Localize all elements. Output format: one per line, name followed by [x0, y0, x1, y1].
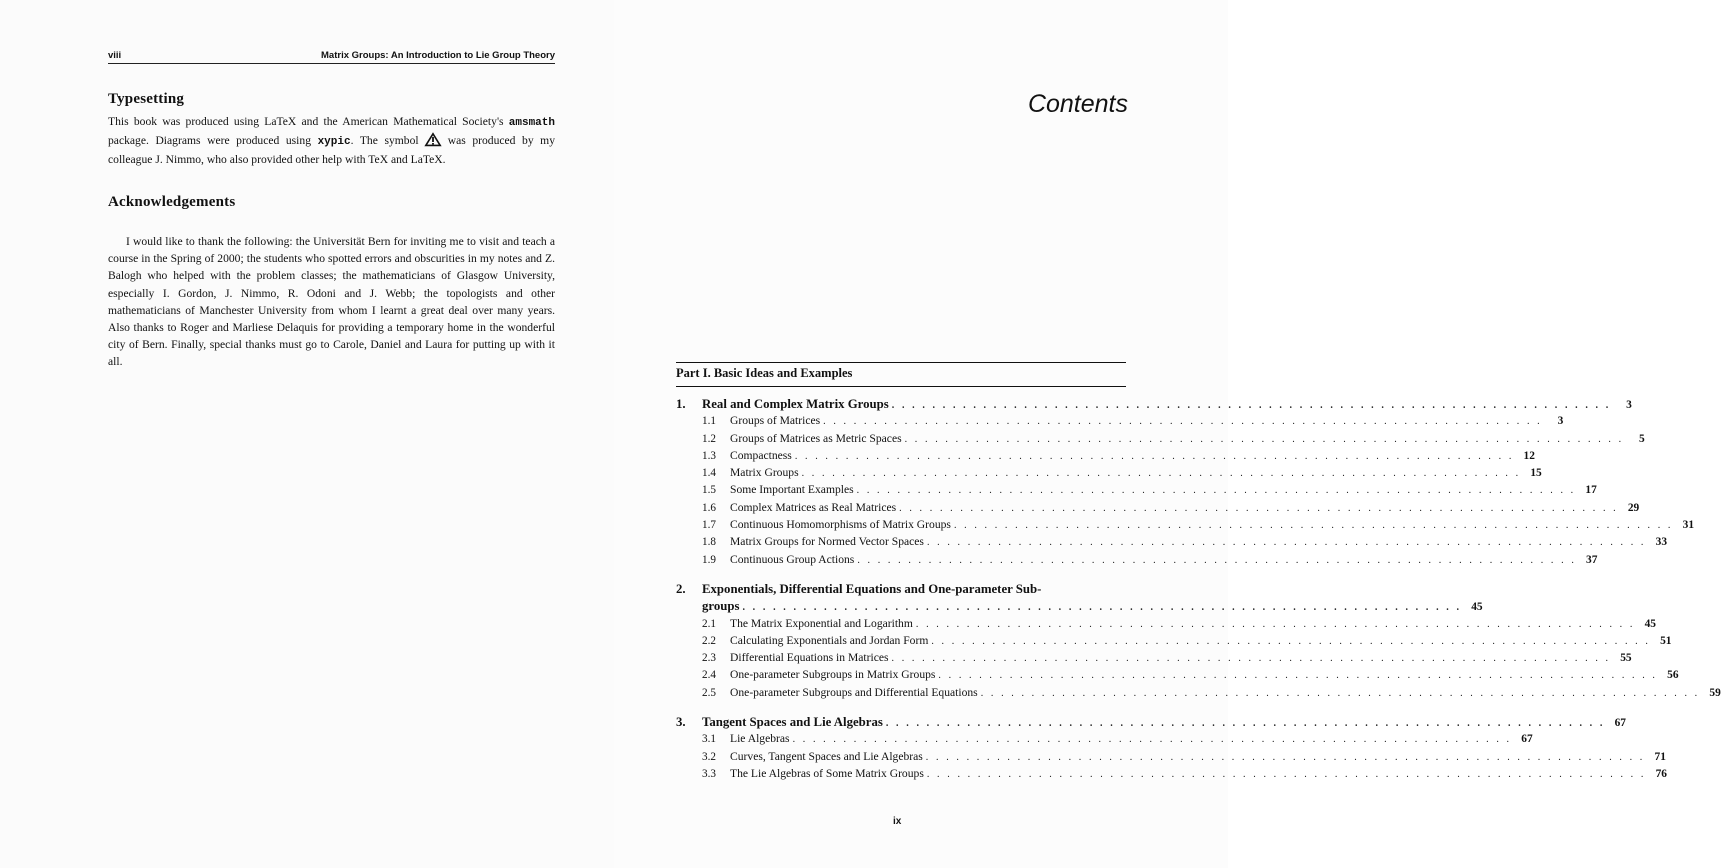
dot-leader: . . . . . . . . . . . . . . . . . . . . . . . . . . . . . . . . . . . . . . . . . . . . . . . . . . . . . . . . . . . . . . . . . . . . . . .	[792, 734, 1512, 746]
section-number: 3.1	[702, 733, 716, 746]
section-page: 17	[1585, 484, 1597, 497]
section-number: 3.3	[702, 767, 716, 780]
toc-section-row	[676, 633, 1672, 651]
dot-leader: . . . . . . . . . . . . . . . . . . . . . . . . . . . . . . . . . . . . . . . . . . . . . . . . . . . . . . . . . . . . . . . . . . . . . . .	[742, 602, 1462, 614]
toc-section-row	[676, 431, 1645, 449]
toc-chapter	[676, 397, 1695, 570]
tex-logo: TeX	[368, 153, 389, 167]
typesetting-heading: Typesetting	[108, 91, 185, 107]
dot-leader: . . . . . . . . . . . . . . . . . . . . . . . . . . . . . . . . . . . . . . . . . . . . . . . . . . . . . . . . . . . . . . . . . . . . . . .	[931, 635, 1651, 647]
section-title: Curves, Tangent Spaces and Lie Algebras	[730, 749, 923, 763]
running-title: Matrix Groups: An Introduction to Lie Group Theory	[321, 50, 555, 61]
section-number: 1.6	[702, 501, 716, 514]
table-of-contents	[676, 362, 1721, 784]
text-run: was produced by my colleague J. Nimmo, who also provided other help with	[108, 134, 555, 167]
section-page: 51	[1660, 634, 1672, 647]
toc-section-row	[676, 766, 1667, 784]
contents-title: Contents	[1027, 90, 1128, 118]
section-number: 1.5	[702, 484, 716, 497]
chapter-page: 67	[1614, 717, 1626, 730]
dot-leader: . . . . . . . . . . . . . . . . . . . . . . . . . . . . . . . . . . . . . . . . . . . . . . . . . . . . . . . . . . . . . . . . . . . . . . .	[926, 768, 1646, 780]
section-title: The Matrix Exponential and Logarithm	[730, 616, 913, 630]
text-run: package. Diagrams were produced using	[108, 134, 318, 148]
warning-triangle-icon	[425, 133, 441, 146]
toc-section-row	[676, 518, 1695, 535]
section-number: 2.2	[702, 634, 716, 647]
chapter-page: 45	[1471, 601, 1483, 614]
section-title: Matrix Groups for Normed Vector Spaces	[730, 535, 924, 549]
latex-logo: LaTeX	[264, 115, 297, 128]
section-page: 76	[1655, 767, 1667, 780]
toc-chapter-row-continued	[676, 599, 1483, 616]
section-title: Calculating Exponentials and Jordan Form	[730, 633, 929, 647]
section-number: 1.8	[702, 536, 716, 549]
dot-leader: . . . . . . . . . . . . . . . . . . . . . . . . . . . . . . . . . . . . . . . . . . . . . . . . . . . . . . . . . . . . . . . . . . . . . . .	[801, 468, 1521, 480]
text-run: . The symbol	[350, 134, 426, 148]
section-title: Compactness	[730, 448, 792, 462]
section-page: 45	[1644, 617, 1656, 630]
toc-chapter-row	[676, 397, 1632, 414]
section-page: 56	[1667, 669, 1679, 682]
section-title: Complex Matrices as Real Matrices	[730, 500, 897, 514]
section-number: 1.1	[702, 415, 716, 428]
typesetting-paragraph	[108, 113, 555, 169]
acknowledgements-heading: Acknowledgements	[108, 194, 236, 210]
section-title: One-parameter Subgroups in Matrix Groups	[730, 668, 936, 682]
xypic-package-name: xypic	[317, 136, 351, 149]
section-page: 5	[1639, 432, 1645, 445]
section-page: 37	[1586, 553, 1598, 566]
section-number: 2.5	[702, 686, 716, 699]
toc-section-row	[676, 668, 1679, 685]
left-page	[0, 0, 614, 868]
dot-leader: . . . . . . . . . . . . . . . . . . . . . . . . . . . . . . . . . . . . . . . . . . . . . . . . . . . . . . . . . . . . . . . . . . . . . . .	[915, 618, 1635, 630]
chapter-page: 3	[1626, 399, 1632, 411]
dot-leader: . . . . . . . . . . . . . . . . . . . . . . . . . . . . . . . . . . . . . . . . . . . . . . . . . . . . . . . . . . . . . . . . . . . . . . .	[891, 653, 1611, 665]
section-page: 3	[1557, 415, 1564, 428]
dot-leader: . . . . . . . . . . . . . . . . . . . . . . . . . . . . . . . . . . . . . . . . . . . . . . . . . . . . . . . . . . . . . . . . . . . . . . .	[823, 416, 1543, 428]
acknowledgements-paragraph	[108, 233, 555, 371]
part-heading: Part I. Basic Ideas and Examples	[676, 362, 1126, 387]
section-number: 1.2	[702, 432, 716, 445]
dot-leader: . . . . . . . . . . . . . . . . . . . . . . . . . . . . . . . . . . . . . . . . . . . . . . . . . . . . . . . . . . . . . . . . . . . . . . .	[925, 751, 1645, 763]
toc-section-row	[676, 651, 1632, 668]
chapter-title: Tangent Spaces and Lie Algebras	[702, 715, 883, 730]
dot-leader: . . . . . . . . . . . . . . . . . . . . . . . . . . . . . . . . . . . . . . . . . . . . . . . . . . . . . . . . . . . . . . . . . . . . . . .	[904, 433, 1624, 445]
section-title: One-parameter Subgroups and Differential Equations	[730, 685, 978, 699]
dot-leader: . . . . . . . . . . . . . . . . . . . . . . . . . . . . . . . . . . . . . . . . . . . . . . . . . . . . . . . . . . . . . . . . . . . . . . .	[794, 450, 1514, 462]
toc-section-row	[676, 466, 1542, 483]
toc-section-row	[676, 749, 1666, 767]
section-page: 59	[1709, 686, 1721, 699]
dot-leader: . . . . . . . . . . . . . . . . . . . . . . . . . . . . . . . . . . . . . . . . . . . . . . . . . . . . . . . . . . . . . . . . . . . . . . .	[899, 502, 1619, 514]
text-run: and	[388, 153, 411, 167]
toc-section-row	[676, 500, 1640, 518]
section-page: 71	[1654, 750, 1666, 763]
section-page: 31	[1682, 519, 1695, 532]
dot-leader: . . . . . . . . . . . . . . . . . . . . . . . . . . . . . . . . . . . . . . . . . . . . . . . . . . . . . . . . . . . . . . . . . . . . . . .	[885, 718, 1605, 730]
section-page: 55	[1620, 652, 1632, 665]
section-number: 2.1	[702, 617, 716, 630]
amsmath-package-name: amsmath	[508, 117, 555, 129]
section-title: Continuous Homomorphisms of Matrix Groups	[730, 518, 951, 532]
section-number: 3.2	[702, 750, 716, 763]
section-title: Differential Equations in Matrices	[730, 651, 889, 665]
section-number: 2.4	[702, 669, 716, 682]
section-page: 15	[1530, 467, 1542, 480]
toc-chapter-row	[676, 582, 1126, 599]
dot-leader: . . . . . . . . . . . . . . . . . . . . . . . . . . . . . . . . . . . . . . . . . . . . . . . . . . . . . . . . . . . . . . . . . . . . . . .	[938, 670, 1658, 682]
dot-leader: . . . . . . . . . . . . . . . . . . . . . . . . . . . . . . . . . . . . . . . . . . . . . . . . . . . . . . . . . . . . . . . . . . . . . . .	[891, 400, 1611, 411]
section-page: 67	[1521, 733, 1533, 746]
chapter-number: 1.	[676, 397, 686, 411]
section-number: 1.9	[702, 553, 716, 566]
toc-section-row	[676, 448, 1535, 466]
chapter-title-continued: groups	[702, 599, 740, 614]
section-title: Matrix Groups	[730, 466, 799, 480]
chapter-title: Real and Complex Matrix Groups	[702, 397, 889, 411]
section-number: 2.3	[702, 652, 716, 665]
section-title: Lie Algebras	[730, 732, 790, 746]
toc-section-row	[676, 414, 1564, 431]
dot-leader: . . . . . . . . . . . . . . . . . . . . . . . . . . . . . . . . . . . . . . . . . . . . . . . . . . . . . . . . . . . . . . . . . . . . . . .	[980, 687, 1700, 699]
text-run: and the American Mathematical Society's	[296, 115, 509, 128]
page-number-left: viii	[108, 50, 122, 61]
toc-section-row	[676, 483, 1597, 500]
section-number: 1.7	[702, 519, 716, 532]
toc-section-row	[676, 535, 1668, 552]
toc-section-row	[676, 616, 1656, 634]
toc-chapter	[676, 715, 1667, 784]
section-title: The Lie Algebras of Some Matrix Groups	[730, 766, 924, 780]
running-head	[108, 50, 555, 64]
toc-section-row	[676, 685, 1721, 703]
toc-chapter-row	[676, 715, 1626, 732]
latex-logo: LaTeX	[410, 153, 443, 167]
chapter-number: 2.	[676, 581, 686, 596]
section-page: 33	[1655, 536, 1668, 549]
section-title: Continuous Group Actions	[730, 552, 855, 566]
toc-section-row	[676, 732, 1533, 749]
chapter-title: Exponentials, Differential Equations and One-parameter Sub-	[702, 581, 1042, 596]
text-run: .	[442, 153, 446, 167]
toc-section-row	[676, 552, 1598, 570]
chapter-number: 3.	[676, 715, 686, 730]
dot-leader: . . . . . . . . . . . . . . . . . . . . . . . . . . . . . . . . . . . . . . . . . . . . . . . . . . . . . . . . . . . . . . . . . . . . . . .	[926, 537, 1647, 549]
section-number: 1.4	[702, 467, 716, 480]
section-page: 12	[1523, 449, 1535, 462]
dot-leader: . . . . . . . . . . . . . . . . . . . . . . . . . . . . . . . . . . . . . . . . . . . . . . . . . . . . . . . . . . . . . . . . . . . . . . .	[953, 520, 1674, 532]
toc-chapters	[676, 397, 1721, 784]
dot-leader: . . . . . . . . . . . . . . . . . . . . . . . . . . . . . . . . . . . . . . . . . . . . . . . . . . . . . . . . . . . . . . . . . . . . . . .	[857, 554, 1577, 566]
section-number: 1.3	[702, 449, 716, 462]
section-title: Groups of Matrices as Metric Spaces	[730, 431, 902, 445]
toc-chapter	[676, 581, 1721, 703]
page-number-right: ix	[893, 816, 902, 827]
section-title: Groups of Matrices	[730, 414, 821, 428]
text-run: This book was produced using	[108, 115, 265, 128]
section-page: 29	[1627, 501, 1640, 514]
acknowledgements-text: I would like to thank the following: the Universität Bern for inviting me to visit and teach a course in the Spring of 2000; the students who spotted errors and obscurities in my notes and Z. Balogh who helped with the problem classes; the mathematicians of Glasgow University, especially I. Gordon, J. Nimmo, R. Odoni and J. Webb; the topologists and other mathematicians of Manchester University from whom I learnt a great deal over many years. Also thanks to Roger and Marliese Delaquis for providing a temporary home in the wonderful city of Bern. Finally, special thanks must go to Carole, Daniel and Laura for putting up with it all.	[108, 235, 555, 369]
section-title: Some Important Examples	[730, 483, 854, 497]
dot-leader: . . . . . . . . . . . . . . . . . . . . . . . . . . . . . . . . . . . . . . . . . . . . . . . . . . . . . . . . . . . . . . . . . . . . . . .	[856, 485, 1576, 497]
